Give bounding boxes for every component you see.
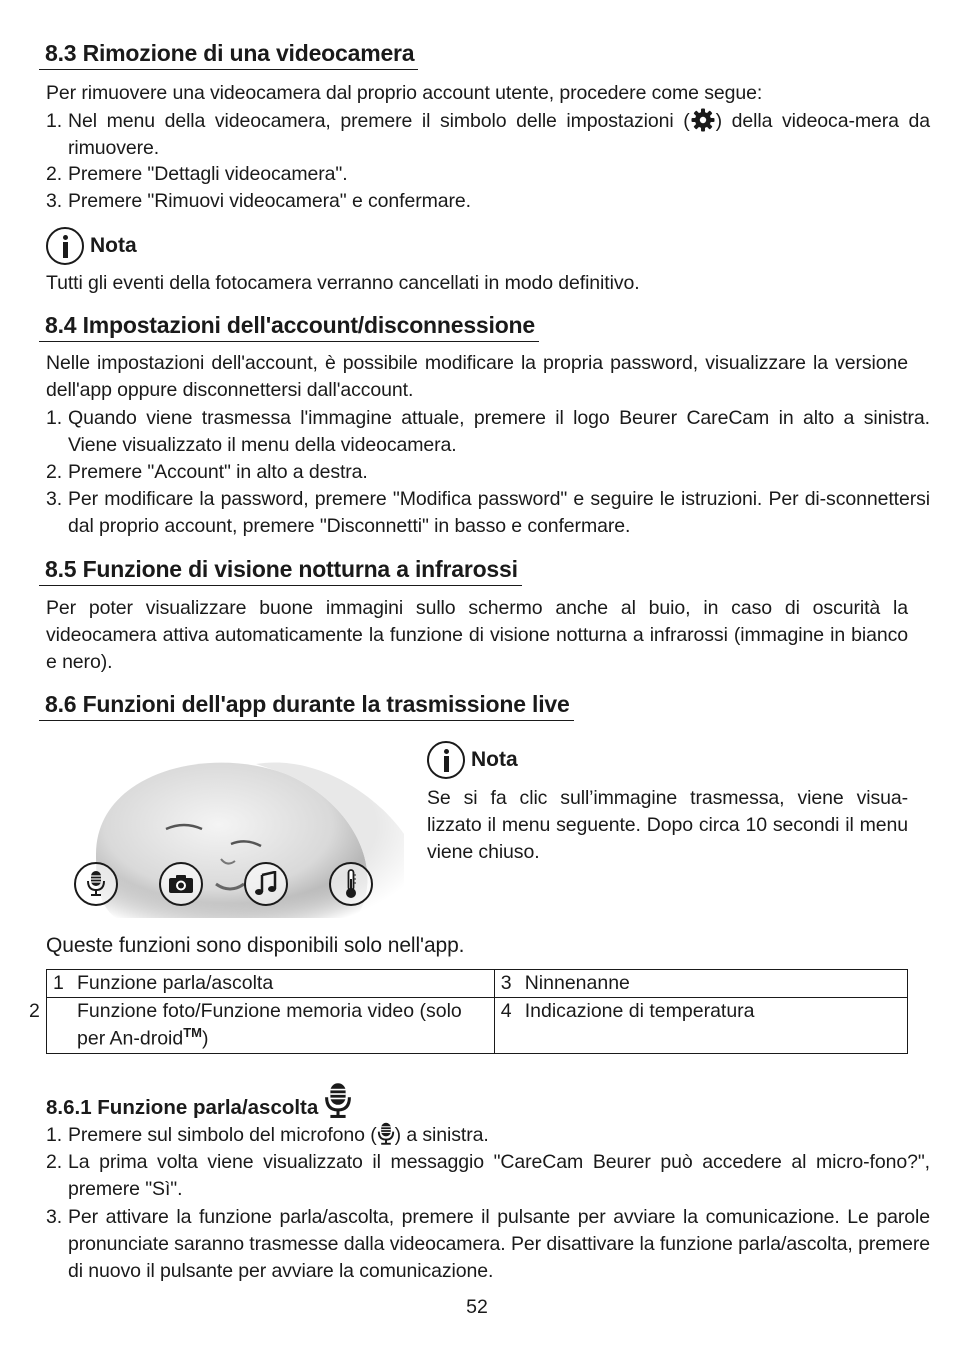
step-text: Premere "Rimuovi videocamera" e confermare. <box>68 190 471 212</box>
cell-text: Funzione parla/ascolta <box>77 972 274 994</box>
microphone-icon[interactable] <box>74 862 118 906</box>
step-8-3-3 <box>46 188 930 215</box>
microphone-icon <box>377 1122 395 1146</box>
step-text-after: ) a sinistra. <box>394 1124 489 1146</box>
step-8-3-1 <box>46 107 930 162</box>
step-8-4-1 <box>46 405 930 459</box>
note-8-6 <box>427 741 518 779</box>
step-text: Per modificare la password, premere "Modifica password" e seguire le istruzioni. Per di-sconnettersi dal proprio account, premere "Disconnetti" in basso e confermare. <box>68 488 930 537</box>
heading-8-3: 8.3 Rimozione di una videocamera <box>39 40 418 70</box>
heading-8-4: 8.4 Impostazioni dell'account/disconnessione <box>39 312 539 342</box>
step-8-6-1-1 <box>46 1122 930 1149</box>
cell-wrap <box>29 1000 488 1050</box>
info-icon <box>46 227 84 265</box>
gear-icon <box>690 107 716 133</box>
music-note-icon[interactable] <box>244 862 288 906</box>
step-number: 1. <box>46 1124 63 1146</box>
note-text-8-3: Tutti gli eventi della fotocamera verranno cancellati in modo definitivo. <box>46 272 640 294</box>
table-cell <box>29 998 495 1054</box>
step-number: 3. <box>46 1206 63 1228</box>
cell-text: Funzione foto/Funzione memoria video (solo per An-droid <box>77 1000 462 1050</box>
functions-table <box>29 969 908 1054</box>
cell-number: 1 <box>53 972 64 994</box>
step-number: 1. <box>46 407 63 429</box>
step-text-after: ) della videoca-mera da rimuovere. <box>68 110 930 159</box>
table-cell <box>494 998 907 1054</box>
step-number: 2. <box>46 461 63 483</box>
table-cell <box>47 970 495 998</box>
text-8-5: Per poter visualizzare buone immagini sullo schermo anche al buio, in caso di oscurità la videocamera attiva automaticamente la funzione di visione notturna a infrarossi (immagine in bianco e nero). <box>46 597 908 673</box>
heading-text: 8.6.1 Funzione parla/ascolta <box>46 1096 319 1119</box>
step-8-3-2 <box>46 161 930 188</box>
thermometer-icon[interactable] <box>329 862 373 906</box>
step-text: Quando viene trasmessa l'immagine attuale, premere il logo Beurer CareCam in alto a sinistra. Viene visualizzato il menu della videocamera. <box>68 407 930 456</box>
note-text-8-6: Se si fa clic sull’immagine trasmessa, viene visua-lizzato il menu seguente. Dopo circa 10 secondi il menu viene chiuso. <box>427 787 908 863</box>
microphone-icon <box>324 1082 352 1120</box>
step-text: La prima volta viene visualizzato il messaggio "CareCam Beurer può accedere al micro-fono?", premere "Sì". <box>68 1151 930 1200</box>
step-number: 3. <box>46 190 63 212</box>
table-cell <box>494 970 907 998</box>
note-label: Nota <box>90 234 137 257</box>
note-8-3 <box>46 227 137 265</box>
cell-text: Ninnenanne <box>524 972 630 994</box>
trademark-sup: TM <box>183 1025 203 1040</box>
cell-number: 4 <box>500 1000 512 1022</box>
step-text-before: Premere sul simbolo del microfono ( <box>68 1124 377 1146</box>
note-label: Nota <box>471 748 518 771</box>
step-number: 2. <box>46 163 63 185</box>
table-row <box>47 998 908 1054</box>
step-8-4-2 <box>46 459 930 486</box>
step-number: 3. <box>46 488 63 510</box>
step-8-6-1-3 <box>46 1204 930 1285</box>
cell-text: Indicazione di temperatura <box>524 1000 755 1022</box>
step-text: Premere "Dettagli videocamera". <box>68 163 348 185</box>
baby-photo[interactable] <box>56 734 404 918</box>
step-8-4-3 <box>46 486 930 540</box>
heading-8-5: 8.5 Funzione di visione notturna a infrarossi <box>39 556 522 586</box>
step-8-6-1-2 <box>46 1149 930 1203</box>
cell-number: 3 <box>500 972 512 994</box>
step-text-before: Nel menu della videocamera, premere il simbolo delle impostazioni ( <box>68 110 690 132</box>
cell-number: 2 <box>29 1000 40 1022</box>
intro-8-3: Per rimuovere una videocamera dal proprio account utente, procedere come segue: <box>46 82 763 104</box>
step-number: 2. <box>46 1151 63 1173</box>
page-number: 52 <box>466 1296 488 1318</box>
heading-8-6-1 <box>46 1082 352 1120</box>
step-text: Per attivare la funzione parla/ascolta, premere il pulsante per avviare la comunicazione. Le parole pronunciate saranno trasmesse dalla videocamera. Per disattivare la funzione parla/ascolta, premere di nuovo il pulsante per avviare la comunicazione. <box>68 1206 930 1282</box>
table-row <box>47 970 908 998</box>
camera-icon[interactable] <box>159 862 203 906</box>
heading-8-6: 8.6 Funzioni dell'app durante la trasmissione live <box>39 691 574 721</box>
availability-text: Queste funzioni sono disponibili solo nell'app. <box>46 934 465 957</box>
cell-tail: ) <box>202 1027 209 1050</box>
intro-8-4: Nelle impostazioni dell'account, è possibile modificare la propria password, visualizzare la versione dell'app oppure disconnettersi dall'account. <box>46 352 908 401</box>
step-text: Premere "Account" in alto a destra. <box>68 461 368 483</box>
step-number: 1. <box>46 110 63 132</box>
info-icon <box>427 741 465 779</box>
